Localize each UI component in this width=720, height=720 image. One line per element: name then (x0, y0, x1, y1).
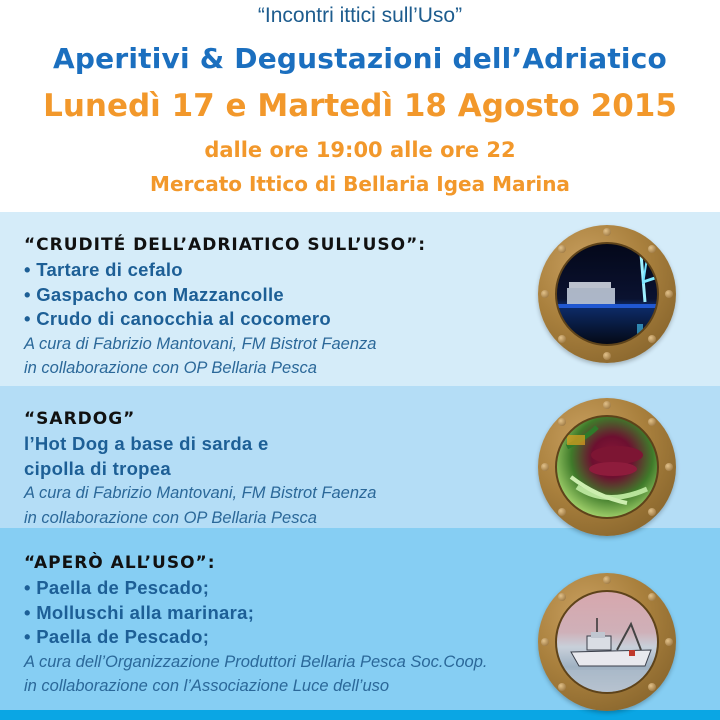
porthole-fishing-boat-image (538, 573, 676, 711)
event-series-subtitle: “Incontri ittici sull’Uso” (257, 4, 463, 27)
section-heading: “SARDOG” (24, 409, 136, 429)
bottom-strip (0, 710, 720, 720)
bolt-icon (648, 245, 656, 253)
section-heading: “CRUDITÉ DELL’ADRIATICO SULL’USO”: (24, 235, 427, 255)
bolt-icon (648, 335, 656, 343)
bolt-icon (648, 593, 656, 601)
porthole-night-harbor-image (538, 225, 676, 363)
bolt-icon (603, 576, 611, 584)
event-title: Aperitivi & Degustazioni dell’Adriatico (53, 42, 667, 75)
bolt-icon (558, 335, 566, 343)
bolt-icon (541, 638, 549, 646)
bolt-icon (558, 245, 566, 253)
bolt-icon (558, 418, 566, 426)
event-hours: dalle ore 19:00 alle ore 22 (204, 138, 516, 162)
poster-header (0, 0, 720, 212)
credit-line: in collaborazione con OP Bellaria Pesca (24, 359, 317, 377)
bolt-icon (603, 228, 611, 236)
menu-item: • Paella de Pescado; (24, 626, 210, 647)
bolt-icon (665, 638, 673, 646)
bolt-icon (558, 508, 566, 516)
bolt-icon (558, 593, 566, 601)
section-content (24, 550, 487, 699)
night-harbor-photo (555, 242, 659, 346)
section-heading: “APERÒ ALL’USO”: (24, 553, 216, 573)
menu-item: l’Hot Dog a base di sarda e (24, 433, 269, 454)
credit-line: A cura di Fabrizio Mantovani, FM Bistrot Faenza (24, 334, 377, 353)
bolt-icon (558, 683, 566, 691)
section-content (24, 406, 376, 530)
bolt-icon (541, 290, 549, 298)
bolt-icon (665, 463, 673, 471)
credit-line: in collaborazione con OP Bellaria Pesca (24, 508, 317, 527)
menu-item: • Gaspacho con Mazzancolle (24, 283, 284, 305)
menu-item: • Paella de Pescado; (24, 577, 210, 598)
bolt-icon (648, 418, 656, 426)
credit-line: A cura di Fabrizio Mantovani, FM Bistrot Faenza (24, 484, 377, 502)
section-content (24, 232, 426, 381)
bolt-icon (665, 290, 673, 298)
fishing-boat-photo (555, 590, 659, 694)
bolt-icon (648, 508, 656, 516)
menu-item: • Molluschi alla marinara; (24, 601, 255, 623)
bolt-icon (603, 401, 611, 409)
event-location: Mercato Ittico di Bellaria Igea Marina (150, 172, 570, 196)
porthole-salad-image (538, 398, 676, 536)
credit-line: in collaborazione con l’Associazione Luce dell’uso (24, 677, 390, 695)
bolt-icon (603, 352, 611, 360)
credit-line: A cura dell’Organizzazione Produttori Bellaria Pesca Soc.Coop. (24, 652, 488, 671)
bolt-icon (648, 683, 656, 691)
event-date: Lunedì 17 e Martedì 18 Agosto 2015 (43, 88, 677, 124)
menu-item: • Crudo di canocchia al cocomero (24, 308, 332, 329)
menu-item: • Tartare di cefalo (24, 259, 183, 280)
salad-dish-photo (555, 415, 659, 519)
bolt-icon (541, 463, 549, 471)
menu-item: cipolla di tropea (24, 457, 171, 479)
